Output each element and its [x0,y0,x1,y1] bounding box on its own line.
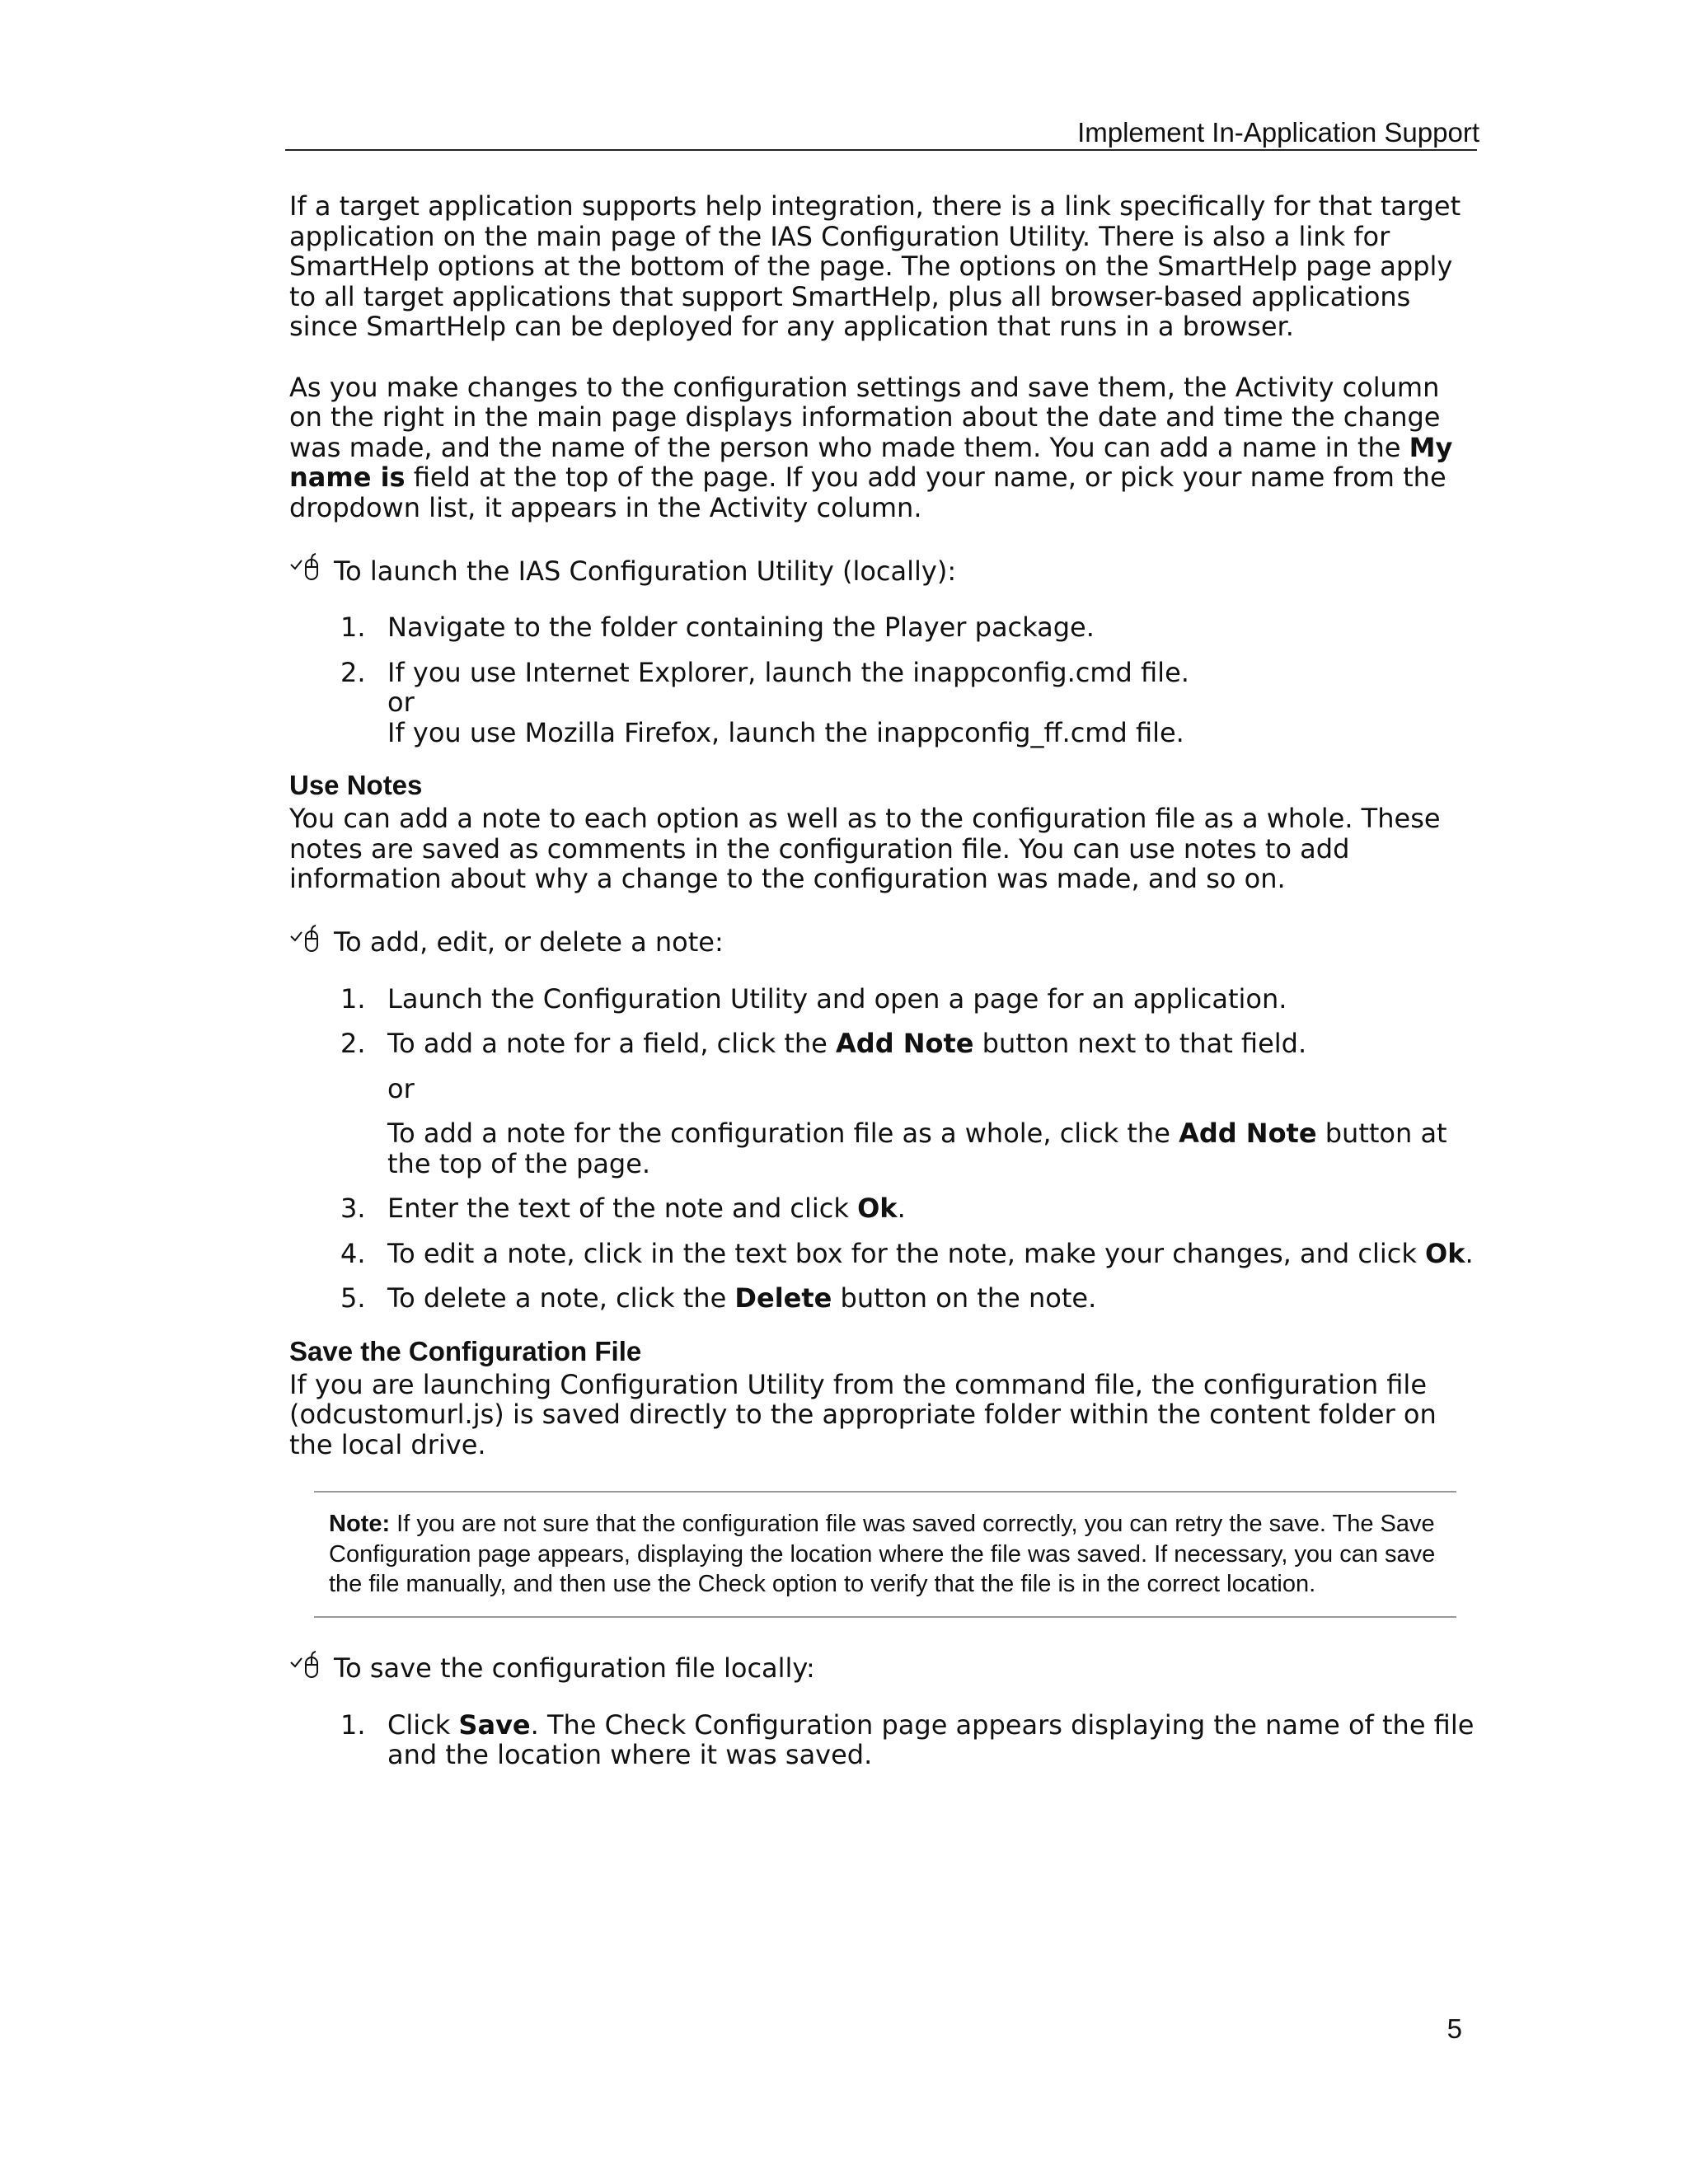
task-save [289,1651,1476,1687]
list-item: 1. Navigate to the folder containing the Player package. [340,612,1095,643]
list-item: 3. Enter the text of the note and click Ok. [340,1193,906,1224]
page-content [289,191,1476,1793]
section-heading-use-notes: Use Notes [289,770,423,800]
intro-paragraph-1: If a target application supports help integration, there is a link specifically for that target application on the main page of the IAS Configuration Utility. There is also a link for SmartHelp options at the bottom of the page. The options on the SmartHelp page apply to all target applications that support SmartHelp, plus all browser-based applications since SmartHelp can be deployed for any application that runs in a browser. [289,190,1461,342]
note-text: If you are not sure that the configuration file was saved correctly, you can retry the save. The Save Configuration page appears, displaying the location where the file was saved. If necessary, you can save the file manually, and then use the Check option to verify that the file is in the correct location. [329,1511,1436,1597]
task-launch [289,553,1476,589]
section-heading-save: Save the Configuration File [289,1335,642,1366]
notes-steps [289,984,1476,1314]
list-item: 4. To edit a note, click in the text box for the note, make your changes, and click Ok. [340,1237,1474,1269]
save-steps [289,1710,1476,1770]
save-body: If you are launching Configuration Utility from the command file, the configuration file (odcustomurl.js) is saved directly to the appropriate folder within the content folder on the local drive. [289,1368,1437,1460]
task-label: To save the configuration file locally: [334,1652,815,1685]
mouse-procedure-icon [289,553,326,589]
task-notes [289,925,1476,961]
note-label: Note: [329,1511,391,1537]
running-header: Implement In-Application Support [1077,117,1479,148]
task-label: To launch the IAS Configuration Utility (locally): [334,555,957,587]
list-item: 2. To add a note for a field, click the Add Note button next to that field. or To add a note for the configuration file as a whole, click the Add Note button at the top of the page. [340,1028,1447,1179]
header-rule [285,149,1477,151]
list-item: 1. Click Save. The Check Configuration page appears displaying the name of the file and the location where it was saved. [340,1708,1475,1770]
mouse-procedure-icon [289,925,326,961]
note-box [314,1491,1456,1618]
mouse-procedure-icon [289,1651,326,1687]
use-notes-body: You can add a note to each option as well as to the configuration file as a whole. These notes are saved as comments in the configuration file. You can use notes to add information about why a change to the configuration was made, and so on. [289,803,1441,894]
task-label: To add, edit, or delete a note: [334,926,724,958]
launch-steps [289,612,1476,748]
list-item: 2. If you use Internet Explorer, launch the inappconfig.cmd file. or If you use Mozilla Firefox, launch the inappconfig_ff.cmd file. [340,656,1189,748]
list-item: 1. Launch the Configuration Utility and open a page for an application. [340,982,1287,1015]
list-item: 5. To delete a note, click the Delete button on the note. [340,1282,1097,1314]
intro-paragraph-2: As you make changes to the configuration settings and save them, the Activity column on the right in the main page displays information about the date and time the change was made, and the name of the person who made them. You can add a name in the My name is field at the top of the page. If you add your name, or pick your name from the dropdown list, it appears in the Activity column. [289,371,1453,523]
page-number: 5 [1447,2013,1462,2044]
